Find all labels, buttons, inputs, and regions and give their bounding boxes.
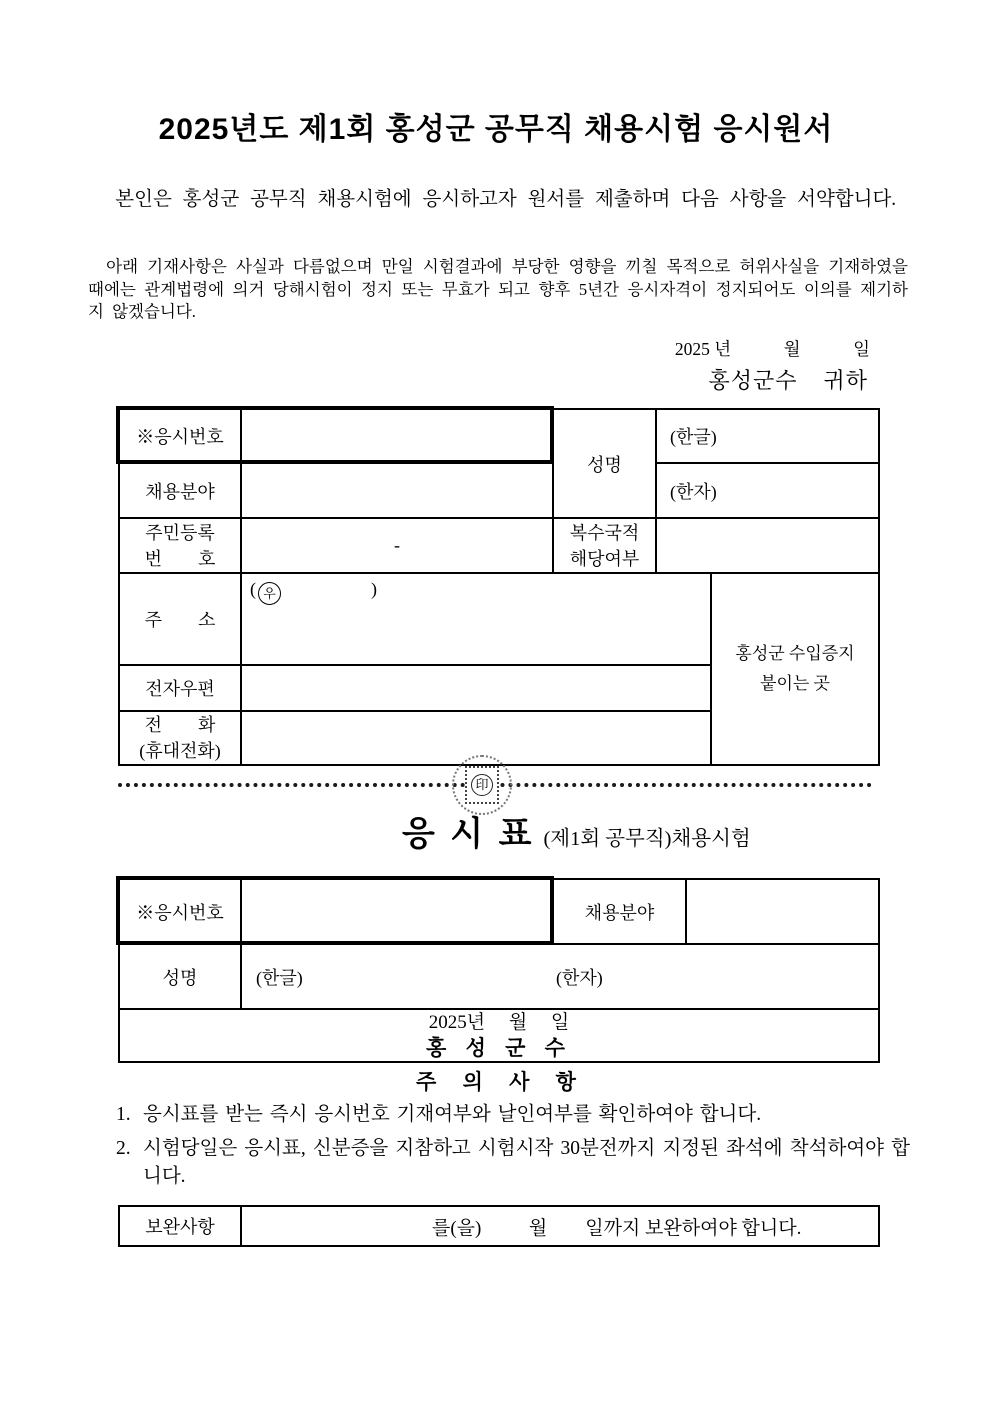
slip-field-label: 채용분야 — [553, 879, 686, 944]
exam-slip-table — [118, 878, 880, 1063]
slip-name-hangul: (한글) — [256, 967, 303, 988]
pledge-paragraph: 본인은 홍성군 공무직 채용시험에 응시하고자 원서를 제출하며 다음 사항을 서약합니다. — [115, 189, 897, 210]
slip-date-signature-cell — [119, 1009, 879, 1062]
seal-icon: 印 — [471, 774, 493, 796]
exam-slip-title: 응 시 표 — [402, 815, 535, 853]
exam-number-label: ※응시번호 — [119, 409, 241, 463]
exam-slip-heading — [402, 806, 751, 855]
revenue-stamp-area: 홍성군 수입증지 붙이는 곳 — [711, 573, 879, 765]
email-field — [241, 665, 711, 711]
exam-slip-subtitle: (제1회 공무직)채용시험 — [543, 828, 751, 850]
slip-name-label: 성명 — [119, 944, 241, 1009]
slip-field-input — [686, 879, 879, 944]
slip-exam-number-field — [241, 879, 553, 944]
notice-item-text: 응시표를 받는 즉시 응시번호 기재여부와 날인여부를 확인하여야 합니다. — [143, 1104, 762, 1125]
address-field — [241, 573, 711, 665]
notice-heading: 주 의 사 항 — [416, 1070, 576, 1094]
postal-mark-icon: 우 — [258, 582, 281, 605]
application-table — [118, 408, 880, 766]
resident-id-label: 주민등록 번 호 — [119, 518, 241, 573]
resident-id-field: - — [241, 518, 553, 573]
postal-open-paren: ( — [250, 579, 256, 599]
seal-stamp-box — [465, 766, 499, 804]
slip-exam-number-label: ※응시번호 — [119, 879, 241, 944]
supplement-label: 보완사항 — [119, 1206, 241, 1246]
email-label: 전자우편 — [119, 665, 241, 711]
phone-label: 전 화 (휴대전화) — [119, 711, 241, 765]
notice-item — [116, 1101, 910, 1129]
slip-name-hanja: (한자) — [556, 967, 603, 988]
name-label: 성명 — [553, 409, 656, 518]
page-title: 2025년도 제1회 홍성군 공무직 채용시험 응시원서 — [158, 113, 834, 146]
address-label: 주 소 — [119, 573, 241, 665]
slip-signature: 홍 성 군 수 — [426, 1036, 572, 1060]
addressee-line: 홍성군수 귀하 — [708, 368, 868, 393]
supplement-table — [118, 1205, 880, 1247]
recruitment-field-input — [241, 463, 553, 518]
notice-item — [116, 1135, 910, 1191]
dual-nationality-label: 복수국적 해당여부 — [553, 518, 656, 573]
name-hanja-field: (한자) — [656, 463, 879, 518]
supplement-text: 를(을) 월 일까지 보완하여야 합니다. — [241, 1206, 879, 1246]
notice-item-text: 시험당일은 응시표, 신분증을 지참하고 시험시작 30분전까지 지정된 좌석에 착석하여야 합니다. — [143, 1138, 910, 1187]
postal-close-paren: ) — [371, 579, 377, 599]
exam-number-field — [241, 409, 553, 463]
notice-item-number: 2. — [116, 1138, 131, 1159]
oath-paragraph: 아래 기재사항은 사실과 다름없으며 만일 시험결과에 부당한 영향을 끼칠 목적으로 허위사실을 기재하였을 때에는 관계법령에 의거 당해시험이 정지 또는 무효가 되고 향후 5년간 응시자격이 정지되어도 이의를 제기하지 않겠습니다. — [88, 257, 908, 321]
recruitment-field-label: 채용분야 — [119, 463, 241, 518]
notice-list — [116, 1101, 910, 1197]
date-line: 2025 년 월 일 — [674, 339, 870, 359]
slip-date-line: 2025년 월 일 — [428, 1012, 570, 1033]
dual-nationality-field — [656, 518, 879, 573]
slip-name-field — [241, 944, 879, 1009]
name-hangul-field: (한글) — [656, 409, 879, 463]
notice-item-number: 1. — [116, 1104, 131, 1125]
